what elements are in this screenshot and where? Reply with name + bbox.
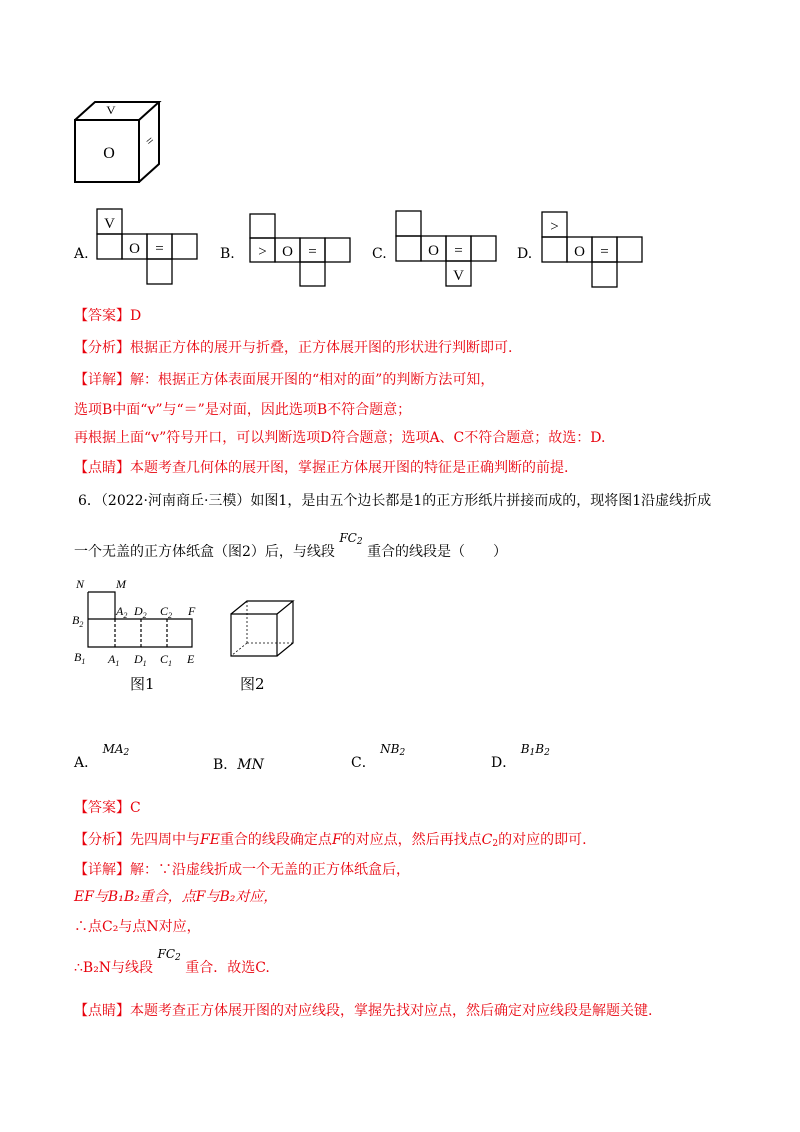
q5-comment [74,460,568,476]
q6-stem-line1: 6．（2022·河南商丘·三模）如图1，是由五个边长都是1的正方形纸片拼接而成的，现将图1沿虚线折成 [78,493,712,509]
q6-detail-line1: 【详解】解：∵沿虚线折成一个无盖的正方体纸盒后， [74,862,410,878]
q6-option-d: D． $B_1B_2$ [491,742,550,771]
q6-option-b: B．MN [213,757,264,773]
label-c2: $C_2$ [160,604,173,620]
q6-detail-line3: ∴点C₂与点N对应， [74,919,201,935]
q6-analysis: 【分析】先四周中与FE重合的线段确定点F的对应点，然后再找点$C_2$的对应的即可. [74,832,587,849]
cube-top-face: V [106,103,116,118]
figure-2-caption: 图2 [240,675,265,693]
net-c-cell-1: O [428,243,439,259]
option-b-label: B. [220,246,235,262]
label-b2: $B_2$ [72,613,84,629]
net-d-cell-3: = [600,244,609,260]
analysis-text: 根据正方体的展开与折叠，正方体展开图的形状进行判断即可. [130,340,513,356]
net-d-cell-2: O [574,244,585,260]
q6-comment: 【点睛】本题考查正方体展开图的对应线段，掌握先找对应点，然后确定对应线段是解题关键. [74,1003,653,1019]
net-d-cell-1: > [550,219,559,235]
detail-text: 解：根据正方体表面展开图的“相对的面”的判断方法可知， [130,372,495,388]
label-d1: $D_1$ [134,652,147,668]
q6-option-c: C． $NB_2$ [351,742,406,771]
net-b-cell-2: O [282,244,293,260]
q6-detail-line2: EF与B₁B₂重合，点F与B₂对应， [74,889,278,905]
stem-segment: $FC_2$ [339,531,363,547]
label-n: N [76,577,85,591]
stem-text-b: 重合的线段是（ ） [367,544,508,560]
option-d-net [541,211,646,289]
q6-stem-line2 [74,531,508,564]
answer-value: D [130,308,142,324]
q6-answer: 【答案】C [74,800,141,816]
figure-1-caption: 图1 [130,675,155,693]
net-a-cell-1: V [104,216,115,232]
option-c-label: C. [372,246,387,262]
label-f: F [188,604,196,618]
comment-tag: 【点睛】 [74,460,130,476]
q6-detail-line4: ∴B₂N与线段 $FC_2$ 重合．故选C. [74,947,270,976]
q5-detail-line1 [74,372,494,388]
cube-figure [70,98,170,188]
option-a-net [96,208,206,288]
figure-2-box [225,598,305,662]
q5-analysis [74,340,512,356]
net-b-cell-1: > [258,244,267,260]
comment-text: 本题考查几何体的展开图，掌握正方体展开图的特征是正确判断的前提. [130,460,569,476]
q5-answer [74,308,141,324]
cube-side-face: = [142,132,158,149]
label-d2: $D_2$ [134,604,147,620]
cube-front-face: O [103,145,115,162]
detail-tag: 【详解】 [74,372,130,388]
analysis-tag: 【分析】 [74,340,130,356]
label-m: M [116,577,126,591]
figure-1-net [70,572,210,672]
label-c1: $C_1$ [160,652,173,668]
q6-option-a: A． $MA_2$ [74,742,130,771]
label-b1: $B_1$ [74,650,86,666]
label-a1: $A_1$ [108,652,120,668]
option-a-label: A. [74,246,89,262]
net-a-cell-2: O [129,241,140,257]
option-d-label: D. [517,246,533,262]
q5-detail-line2: 选项B中面“v”与“＝”是对面，因此选项B不符合题意； [74,402,412,418]
net-c-cell-3: V [453,268,464,284]
option-c-net [395,210,500,288]
answer-tag: 【答案】 [74,308,130,324]
stem-text-a: 一个无盖的正方体纸盒（图2）后，与线段 [74,544,335,560]
net-b-cell-3: = [308,244,317,260]
q5-detail-line3: 再根据上面“v”符号开口，可以判断选项D符合题意；选项A、C不符合题意；故选：D. [74,430,606,446]
net-a-cell-3: = [155,241,164,257]
net-c-cell-2: = [454,243,463,259]
label-e: E [187,652,195,666]
label-a2: $A_2$ [116,604,128,620]
option-b-net [249,213,354,288]
